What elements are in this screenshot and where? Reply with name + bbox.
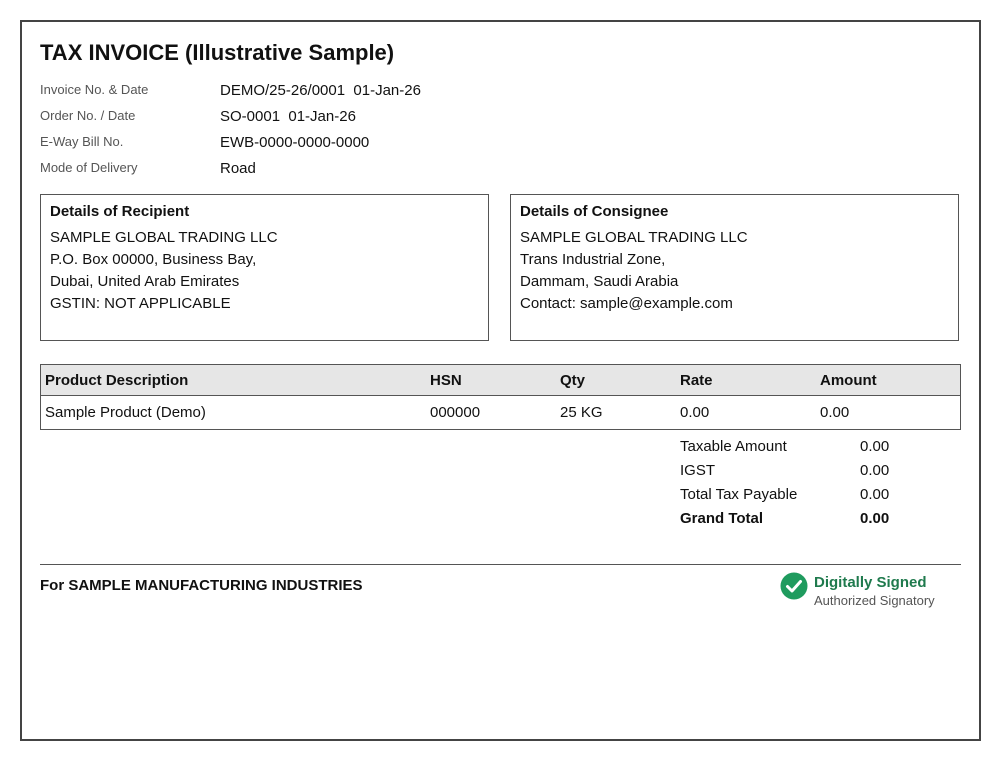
consignee-line: Dammam, Saudi Arabia — [520, 273, 679, 290]
totals-block — [680, 438, 960, 534]
recipient-line: SAMPLE GLOBAL TRADING LLC — [50, 229, 278, 246]
meta-label: Order No. / Date — [40, 108, 136, 123]
check-circle-icon — [780, 572, 808, 600]
cell-rate: 0.00 — [680, 404, 710, 421]
recipient-box — [40, 194, 489, 341]
cell-amount: 0.00 — [820, 404, 850, 421]
cell-qty: 25 KG — [560, 404, 603, 421]
total-label: Total Tax Payable — [680, 486, 798, 503]
cell-description: Sample Product (Demo) — [45, 404, 206, 421]
consignee-line: SAMPLE GLOBAL TRADING LLC — [520, 229, 748, 246]
signature-subtitle: Authorized Signatory — [814, 593, 935, 608]
meta-label: Invoice No. & Date — [40, 82, 149, 97]
for-company-label: For SAMPLE MANUFACTURING INDUSTRIES — [40, 577, 363, 594]
total-value: 0.00 — [860, 510, 890, 527]
meta-value: Road — [220, 160, 256, 177]
column-header-amount: Amount — [820, 372, 877, 389]
total-row-tax-payable — [680, 486, 960, 510]
column-header-description: Product Description — [45, 372, 189, 389]
items-table — [40, 364, 961, 430]
table-row — [41, 396, 960, 429]
column-header-qty: Qty — [560, 372, 586, 389]
total-label: IGST — [680, 462, 716, 479]
recipient-heading: Details of Recipient — [50, 203, 190, 220]
total-row-igst — [680, 462, 960, 486]
footer-divider — [40, 564, 961, 565]
meta-value: DEMO/25-26/0001 01-Jan-26 — [220, 82, 421, 99]
meta-row-invoice-no — [40, 82, 640, 102]
digital-signature — [780, 572, 970, 612]
meta-label: Mode of Delivery — [40, 160, 138, 175]
consignee-heading: Details of Consignee — [520, 203, 669, 220]
total-value: 0.00 — [860, 438, 890, 455]
consignee-line: Contact: sample@example.com — [520, 295, 733, 312]
meta-value: SO-0001 01-Jan-26 — [220, 108, 356, 125]
column-header-rate: Rate — [680, 372, 713, 389]
total-row-grand-total — [680, 510, 960, 534]
consignee-line: Trans Industrial Zone, — [520, 251, 666, 268]
total-row-taxable — [680, 438, 960, 462]
meta-row-mode-of-delivery — [40, 160, 640, 180]
meta-value: EWB-0000-0000-0000 — [220, 134, 370, 151]
recipient-line: Dubai, United Arab Emirates — [50, 273, 240, 290]
total-value: 0.00 — [860, 486, 890, 503]
cell-hsn: 000000 — [430, 404, 481, 421]
invoice-title: TAX INVOICE (Illustrative Sample) — [40, 40, 395, 65]
signature-title: Digitally Signed — [814, 574, 927, 591]
invoice-page — [20, 20, 981, 741]
meta-row-order-no — [40, 108, 640, 128]
recipient-line: P.O. Box 00000, Business Bay, — [50, 251, 257, 268]
total-label: Taxable Amount — [680, 438, 787, 455]
consignee-box — [510, 194, 959, 341]
total-value: 0.00 — [860, 462, 890, 479]
total-label: Grand Total — [680, 510, 764, 527]
meta-label: E-Way Bill No. — [40, 134, 124, 149]
items-table-header — [41, 365, 960, 396]
meta-row-eway-bill — [40, 134, 640, 154]
recipient-line: GSTIN: NOT APPLICABLE — [50, 295, 231, 312]
column-header-hsn: HSN — [430, 372, 462, 389]
